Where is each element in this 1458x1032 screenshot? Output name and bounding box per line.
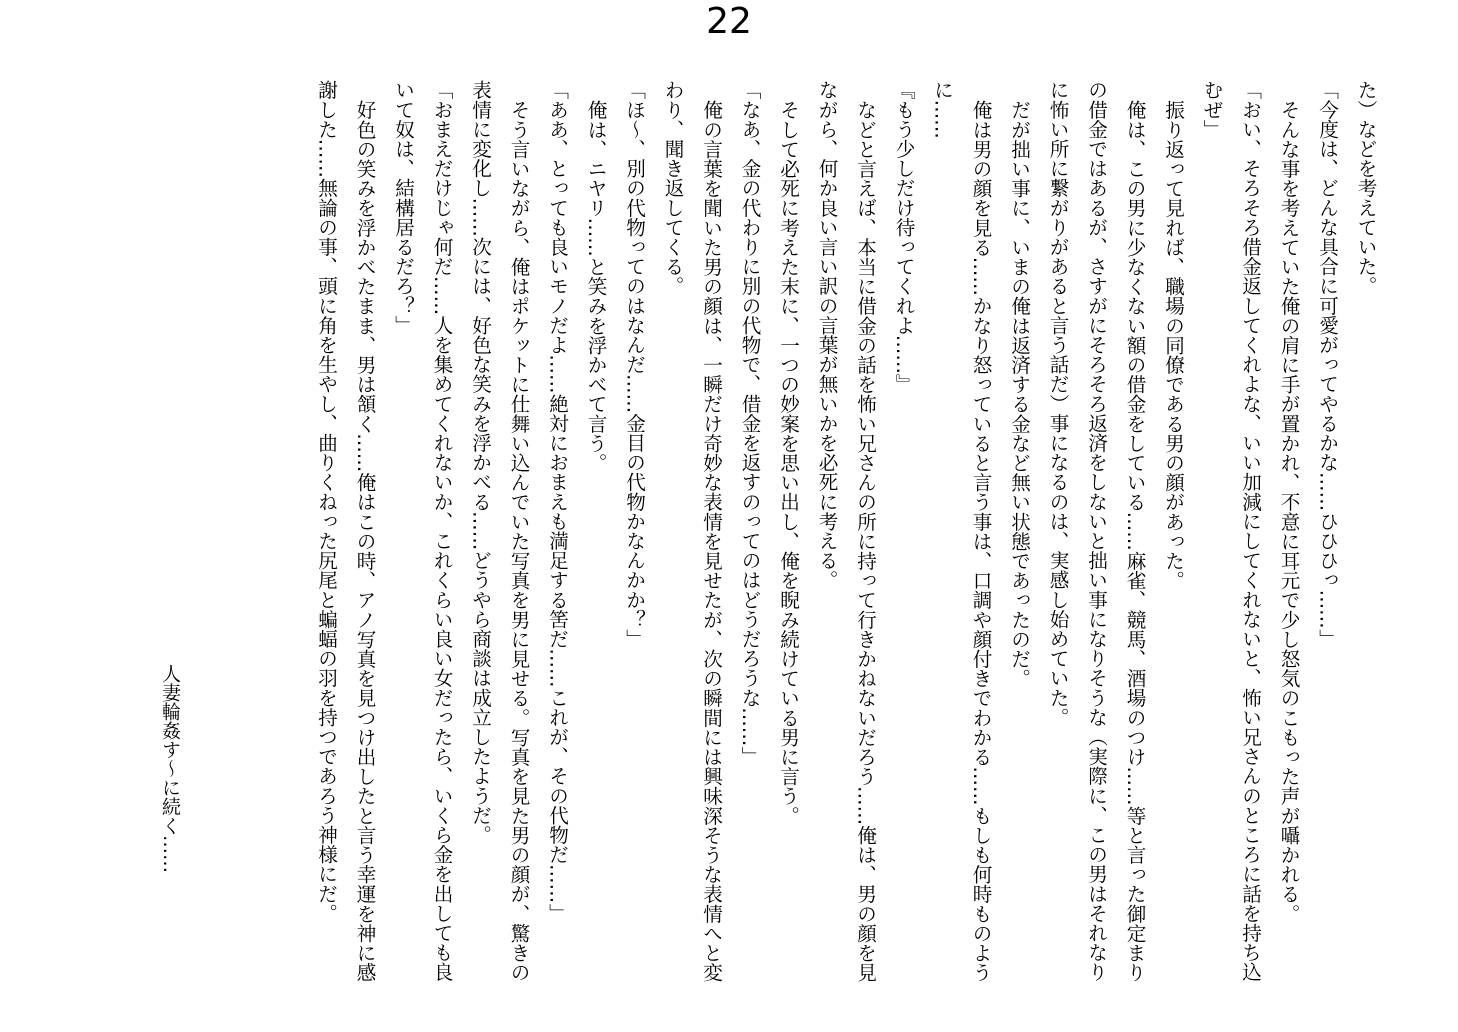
- text-column: ながら、何か良い言い訳の言葉が無いかを必死に考える。: [815, 80, 838, 590]
- text-column: いて奴は、結構居るだろ？」: [391, 80, 415, 335]
- text-column: に……: [930, 80, 954, 139]
- to-be-continued-note: 人妻輪姦す～に続く……: [159, 664, 181, 873]
- text-column: 「ほ～、別の代物ってのはなんだ……金目の代物かなんかか？」: [622, 80, 646, 649]
- text-column: わり、聞き返してくる。: [661, 80, 684, 296]
- text-column: 俺の言葉を聞いた男の顔は、一瞬だけ奇妙な表情を見せたが、次の瞬間には興味深そうな表情へと変: [699, 99, 723, 982]
- page-number: 22: [706, 1, 752, 42]
- text-column: 『もう少しだけ待ってくれよ……』: [892, 80, 915, 394]
- text-column: 俺は男の顔を見る……かなり怒っていると言う事は、口調や顔付きでわかる……もしも何時ものよう: [969, 99, 992, 982]
- text-column: だが拙い事に、いまの俺は返済する金など無い状態であったのだ。: [1007, 99, 1031, 688]
- text-column: などと言えば、本当に借金の話を怖い兄さんの所に持って行きかねないだろう……俺は、男の顔を見: [853, 99, 877, 982]
- text-column: 好色の笑みを浮かべたまま、男は頷く……俺はこの時、アノ写真を見つけ出したと言う幸運を神に感: [353, 99, 376, 982]
- text-column: 「なあ、金の代わりに別の代物で、借金を返すのってのはどうだろうな……」: [738, 80, 761, 766]
- text-column: 「おまえだけじゃ何だ……人を集めてくれないか、これくらい良い女だったら、いくら金を出しても良: [430, 80, 453, 982]
- text-column: に怖い所に繋がりがあると言う話だ）事になるのは、実感し始めていた。: [1046, 80, 1069, 727]
- text-column: 表情に変化し……次には、好色な笑みを浮かべる……どうやら商談は成立したようだ。: [468, 80, 492, 845]
- text-column: 振り返って見れば、職場の同僚である男の顔があった。: [1161, 99, 1185, 590]
- text-column: 「ああ、とっても良いモノだよ……絶対におまえも満足する筈だ……これが、その代物だ……」: [545, 80, 569, 923]
- text-column: 「今度は、どんな具合に可愛がってやるかな……ひひひっ……」: [1315, 80, 1339, 649]
- text-column: むぜ」: [1200, 80, 1223, 139]
- text-column: そして必死に考えた末に、一つの妙案を思い出し、俺を睨み続けている男に言う。: [776, 99, 800, 825]
- text-column: そんな事を考えていた俺の肩に手が置かれ、不意に耳元で少し怒気のこもった声が囁かれる。: [1277, 99, 1300, 923]
- story-text: [306, 80, 1384, 980]
- text-column: た）などを考えていた。: [1354, 80, 1377, 296]
- text-column: 「おい、そろそろ借金返してくれよな、いい加減にしてくれないと、怖い兄さんのところに話を持ち込: [1238, 80, 1262, 982]
- text-column: の借金ではあるが、さすがにそろそろ返済をしないと拙い事になりそうな（実際に、この男はそれなり: [1084, 80, 1108, 982]
- text-column: 俺は、この男に少なくない額の借金をしている……麻雀、競馬、酒場のつけ……等と言った御定まり: [1123, 99, 1146, 982]
- text-column: 謝した……無論の事、頭に角を生やし、曲りくねった尻尾と蝙蝠の羽を持つであろう神様にだ。: [314, 80, 338, 923]
- text-column: そう言いながら、俺はポケットに仕舞い込んでいた写真を男に見せる。写真を見た男の顔が、驚きの: [507, 99, 530, 982]
- text-column: 俺は、ニヤリ……と笑みを浮かべて言う。: [584, 99, 607, 472]
